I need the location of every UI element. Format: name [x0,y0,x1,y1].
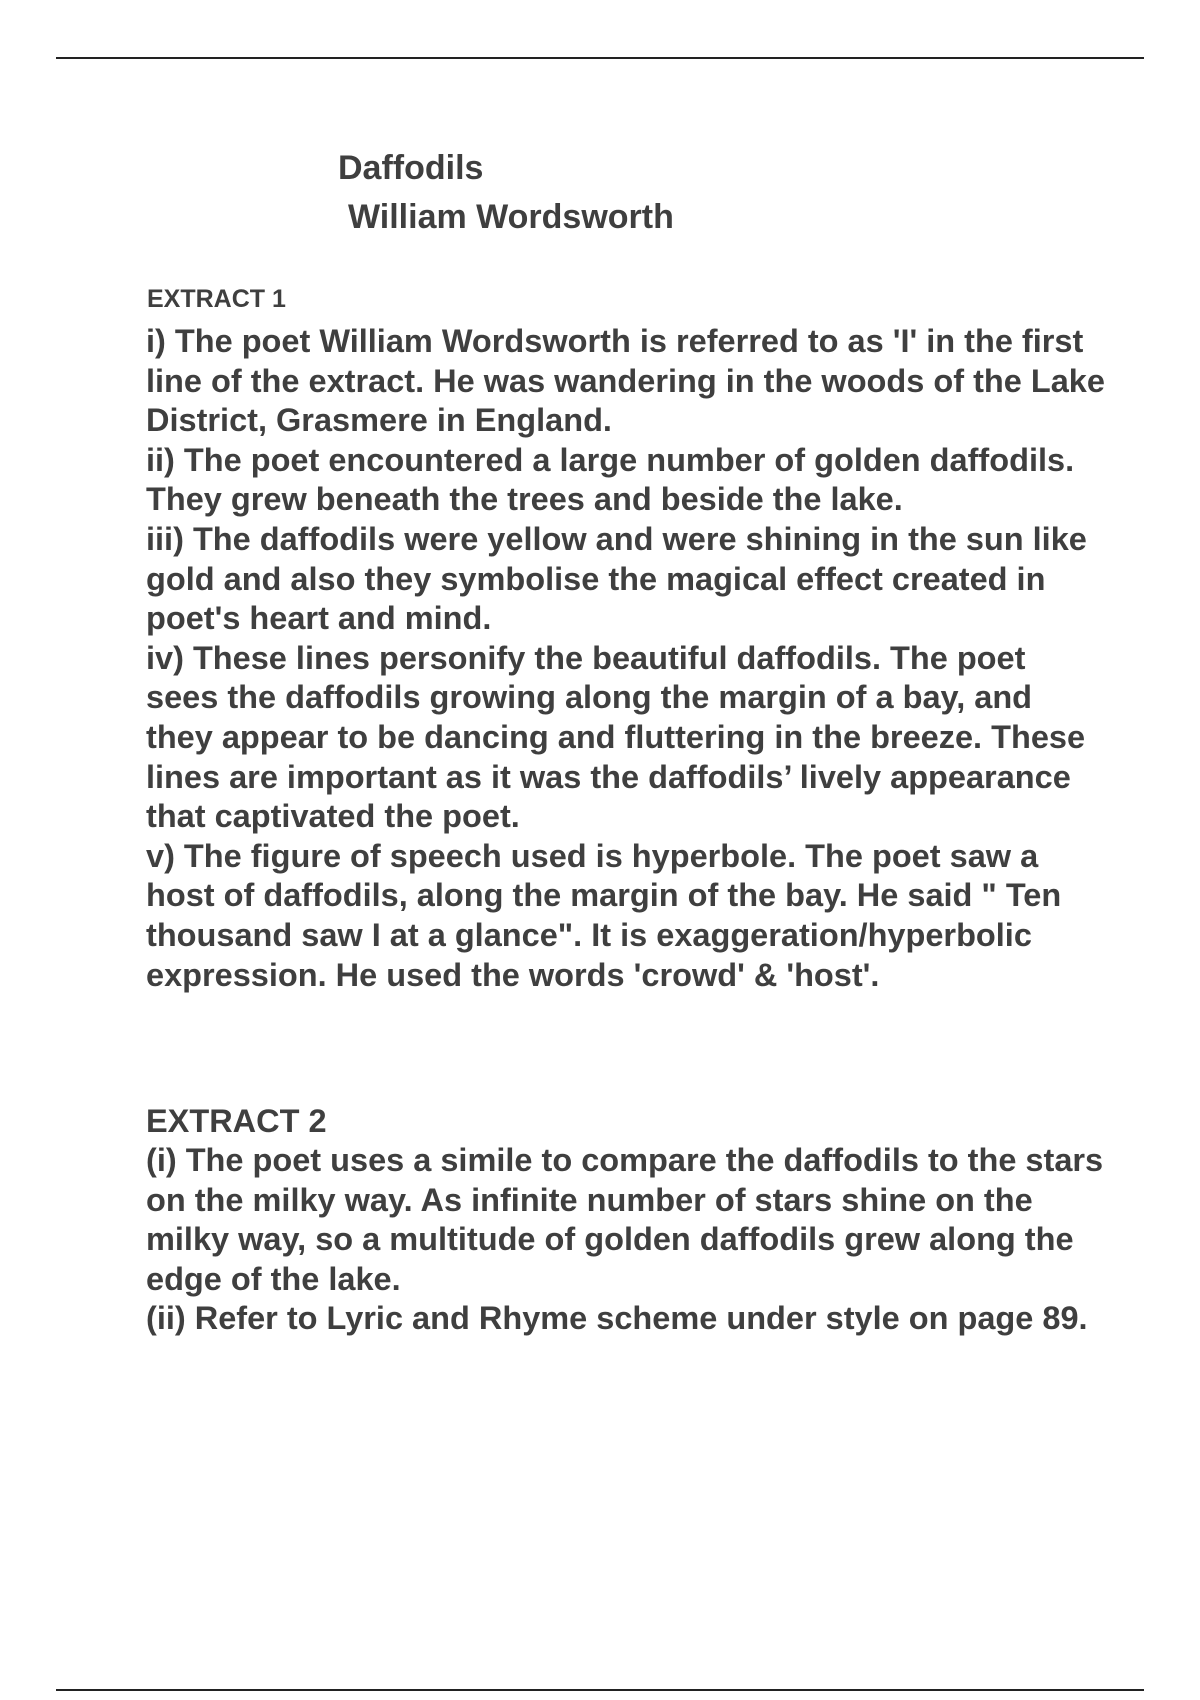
answer-ii: (ii) Refer to Lyric and Rhyme scheme under style on page 89. [146,1300,1088,1337]
author-name: William Wordsworth [348,198,674,236]
answer-iv: iv) These lines personify the beautiful daffodils. The poet sees the daffodils growing along the margin of a bay, and they appear to be dancing and fluttering in the breeze. These lines are important as it was the daffodils’ lively appearance that captivated the poet. [146,639,1086,835]
extract-2-heading: EXTRACT 2 [146,1103,327,1139]
top-divider [56,57,1144,59]
bottom-divider [56,1689,1144,1691]
answer-i: (i) The poet uses a simile to compare the daffodils to the stars on the milky way. As infinite number of stars shine on the milky way, so a multitude of golden daffodils grew along the edge of the lake. [146,1142,1104,1297]
answer-ii: ii) The poet encountered a large number of golden daffodils. They grew beneath the trees and beside the lake. [146,441,1075,518]
answer-i: i) The poet William Wordsworth is referred to as 'I' in the first line of the extract. He was wandering in the woods of the Lake District, Grasmere in England. [146,323,1105,439]
extract-2-answers [146,1141,1106,1339]
extract-1-heading: EXTRACT 1 [147,285,286,313]
extract-1-answers [146,322,1106,995]
page-title: Daffodils [338,149,484,187]
answer-v: v) The figure of speech used is hyperbole. The poet saw a host of daffodils, along the margin of the bay. He said " Ten thousand saw I at a glance". It is exaggeration/hyperbolic expression. He used the words 'crowd' & 'host'. [146,837,1062,993]
answer-iii: iii) The daffodils were yellow and were shining in the sun like gold and also they symbolise the magical effect created in poet's heart and mind. [146,520,1087,637]
